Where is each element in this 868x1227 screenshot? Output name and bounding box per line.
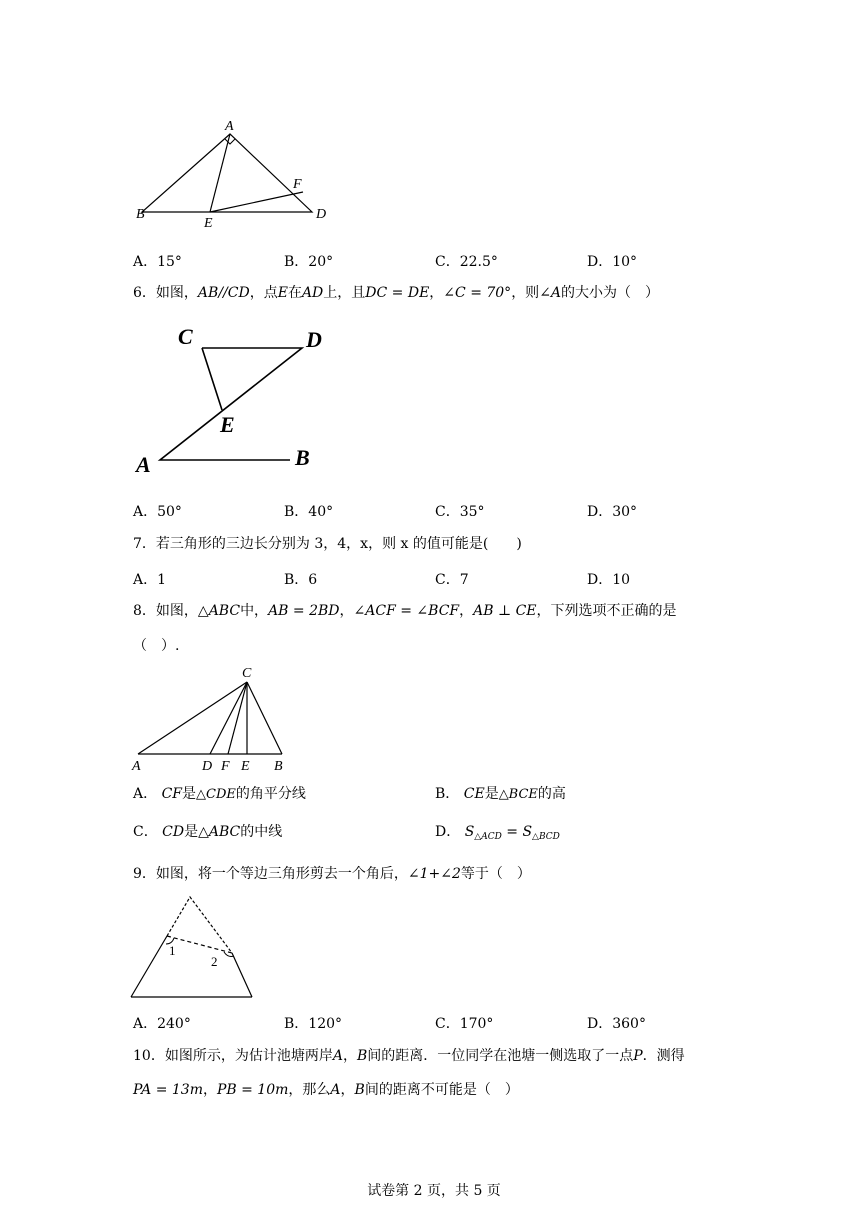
q6-label-e: E (220, 412, 235, 437)
q7-option-b: B．6 (284, 572, 318, 588)
q8-stem: 8．如图，△ABC中，AB = 2BD，∠ACF = ∠BCF，AB ⊥ CE，下列选项不正确的是 (133, 603, 677, 619)
q5-option-c: C．22.5° (435, 254, 498, 270)
q6-label-a: A (136, 452, 151, 477)
q5-label-d: D (316, 207, 327, 222)
q8-label-c: C (242, 666, 252, 681)
q8-figure (128, 662, 298, 774)
q8-label-b: B (274, 759, 283, 774)
q6-label-c: C (178, 324, 193, 349)
q9-option-d: D．360° (587, 1016, 646, 1032)
q6-label-d: D (306, 327, 322, 352)
q5-label-b: B (136, 207, 145, 222)
q5-label-f: F (293, 177, 302, 192)
q9-label-2: 2 (211, 954, 218, 969)
q8-option-d: D． $S_{\triangle ACD} = S_{\triangle BCD}$ (435, 824, 560, 842)
q8-option-a: A． CF是△CDE的角平分线 (133, 786, 306, 802)
q8-option-b: B． CE是△BCE的高 (435, 786, 566, 802)
q9-option-b: B．120° (284, 1016, 343, 1032)
q7-option-c: C．7 (435, 572, 469, 588)
q6-option-d: D．30° (587, 504, 638, 520)
q6-option-b: B．40° (284, 504, 334, 520)
q5-option-d: D．10° (587, 254, 638, 270)
q5-figure (130, 112, 340, 234)
q5-label-e: E (204, 216, 213, 231)
q9-figure (128, 890, 258, 1002)
q10-stem-line1: 10．如图所示，为估计池塘两岸A，B间的距离．一位同学在池塘一侧选取了一点P．测得 (133, 1048, 685, 1064)
q5-option-b: B．20° (284, 254, 334, 270)
q6-option-c: C．35° (435, 504, 485, 520)
q8-label-a: A (132, 759, 141, 774)
page-footer: 试卷第 2 页，共 5 页 (367, 1183, 501, 1199)
q6-stem: 6．如图，AB//CD，点E在AD上，且DC = DE，∠C = 70°，则∠A的大小为（ ） (133, 285, 660, 301)
q6-figure (130, 320, 350, 480)
q8-label-e: E (241, 759, 250, 774)
q8-option-c: C． CD是△ABC的中线 (133, 824, 283, 840)
q9-option-a: A．240° (133, 1016, 191, 1032)
q7-stem: 7．若三角形的三边长分别为 3，4，x，则 x 的值可能是( ) (133, 536, 522, 552)
q10-stem-line2: PA = 13m，PB = 10m，那么A，B间的距离不可能是（ ） (133, 1082, 519, 1098)
q9-label-1: 1 (169, 943, 176, 958)
q6-label-b: B (295, 445, 310, 470)
q5-option-a: A．15° (133, 254, 182, 270)
q7-option-d: D．10 (587, 572, 631, 588)
q8-label-f: F (221, 759, 230, 774)
q9-stem: 9．如图，将一个等边三角形剪去一个角后，∠1+∠2等于（ ） (133, 866, 531, 882)
q7-option-a: A．1 (133, 572, 167, 588)
q9-option-c: C．170° (435, 1016, 494, 1032)
q8-stem-line2: （ ）. (133, 638, 180, 654)
q5-label-a: A (225, 119, 234, 134)
q8-label-d: D (202, 759, 213, 774)
q6-option-a: A．50° (133, 504, 182, 520)
